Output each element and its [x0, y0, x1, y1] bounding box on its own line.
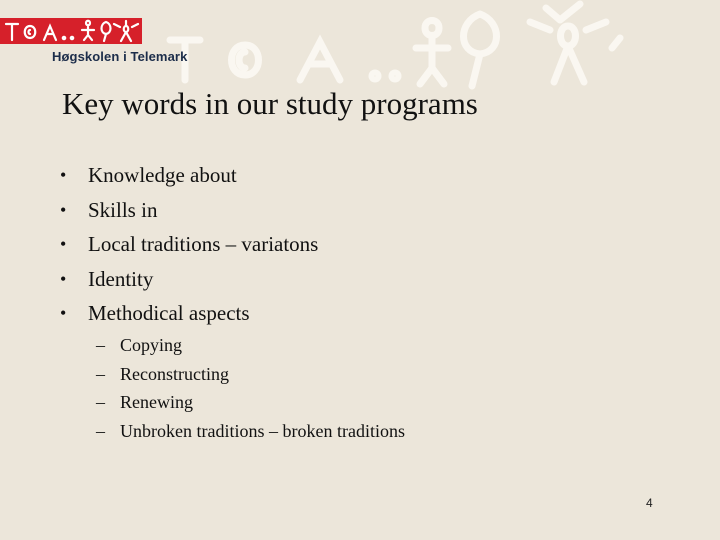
logo-banner	[0, 18, 142, 44]
bullet-item	[60, 160, 318, 195]
sub-bullet-marker: –	[96, 363, 105, 384]
bullet-text: Methodical aspects	[88, 301, 250, 325]
bullet-marker: •	[60, 234, 67, 254]
sub-bullet-text: Renewing	[120, 392, 193, 413]
bullet-marker: •	[60, 268, 67, 289]
bullet-item	[60, 195, 318, 230]
sub-bullet-text: Copying	[120, 335, 183, 355]
sub-bullet-marker: –	[96, 335, 105, 355]
institution-name: Høgskolen i Telemark	[52, 49, 188, 64]
bullet-marker: •	[60, 199, 67, 220]
bullet-item	[60, 229, 318, 264]
sub-bullet-marker: –	[96, 421, 105, 442]
sub-bullet-text: Reconstructing	[120, 363, 229, 384]
sub-bullet-item	[96, 417, 405, 446]
bullet-text: Skills in	[88, 197, 158, 222]
sub-bullet-item	[96, 388, 405, 417]
sub-bullet-list	[96, 331, 405, 446]
logo-glyphs-icon	[0, 18, 142, 44]
slide-title: Key words in our study programs	[62, 86, 478, 121]
bullet-marker: •	[60, 303, 67, 323]
page-number: 4	[646, 496, 653, 510]
petroglyph-decoration	[150, 0, 720, 90]
bullet-list	[60, 160, 318, 333]
bullet-text: Local traditions – variatons	[88, 232, 319, 256]
sub-bullet-item	[96, 360, 405, 389]
bullet-text: Knowledge about	[88, 163, 237, 187]
sub-bullet-marker: –	[96, 392, 105, 413]
sub-bullet-item	[96, 331, 405, 360]
bullet-text: Identity	[88, 266, 154, 291]
bullet-item	[60, 264, 318, 299]
bullet-item	[60, 298, 318, 333]
sub-bullet-text: Unbroken traditions – broken traditions	[120, 421, 405, 442]
bullet-marker: •	[60, 165, 67, 185]
